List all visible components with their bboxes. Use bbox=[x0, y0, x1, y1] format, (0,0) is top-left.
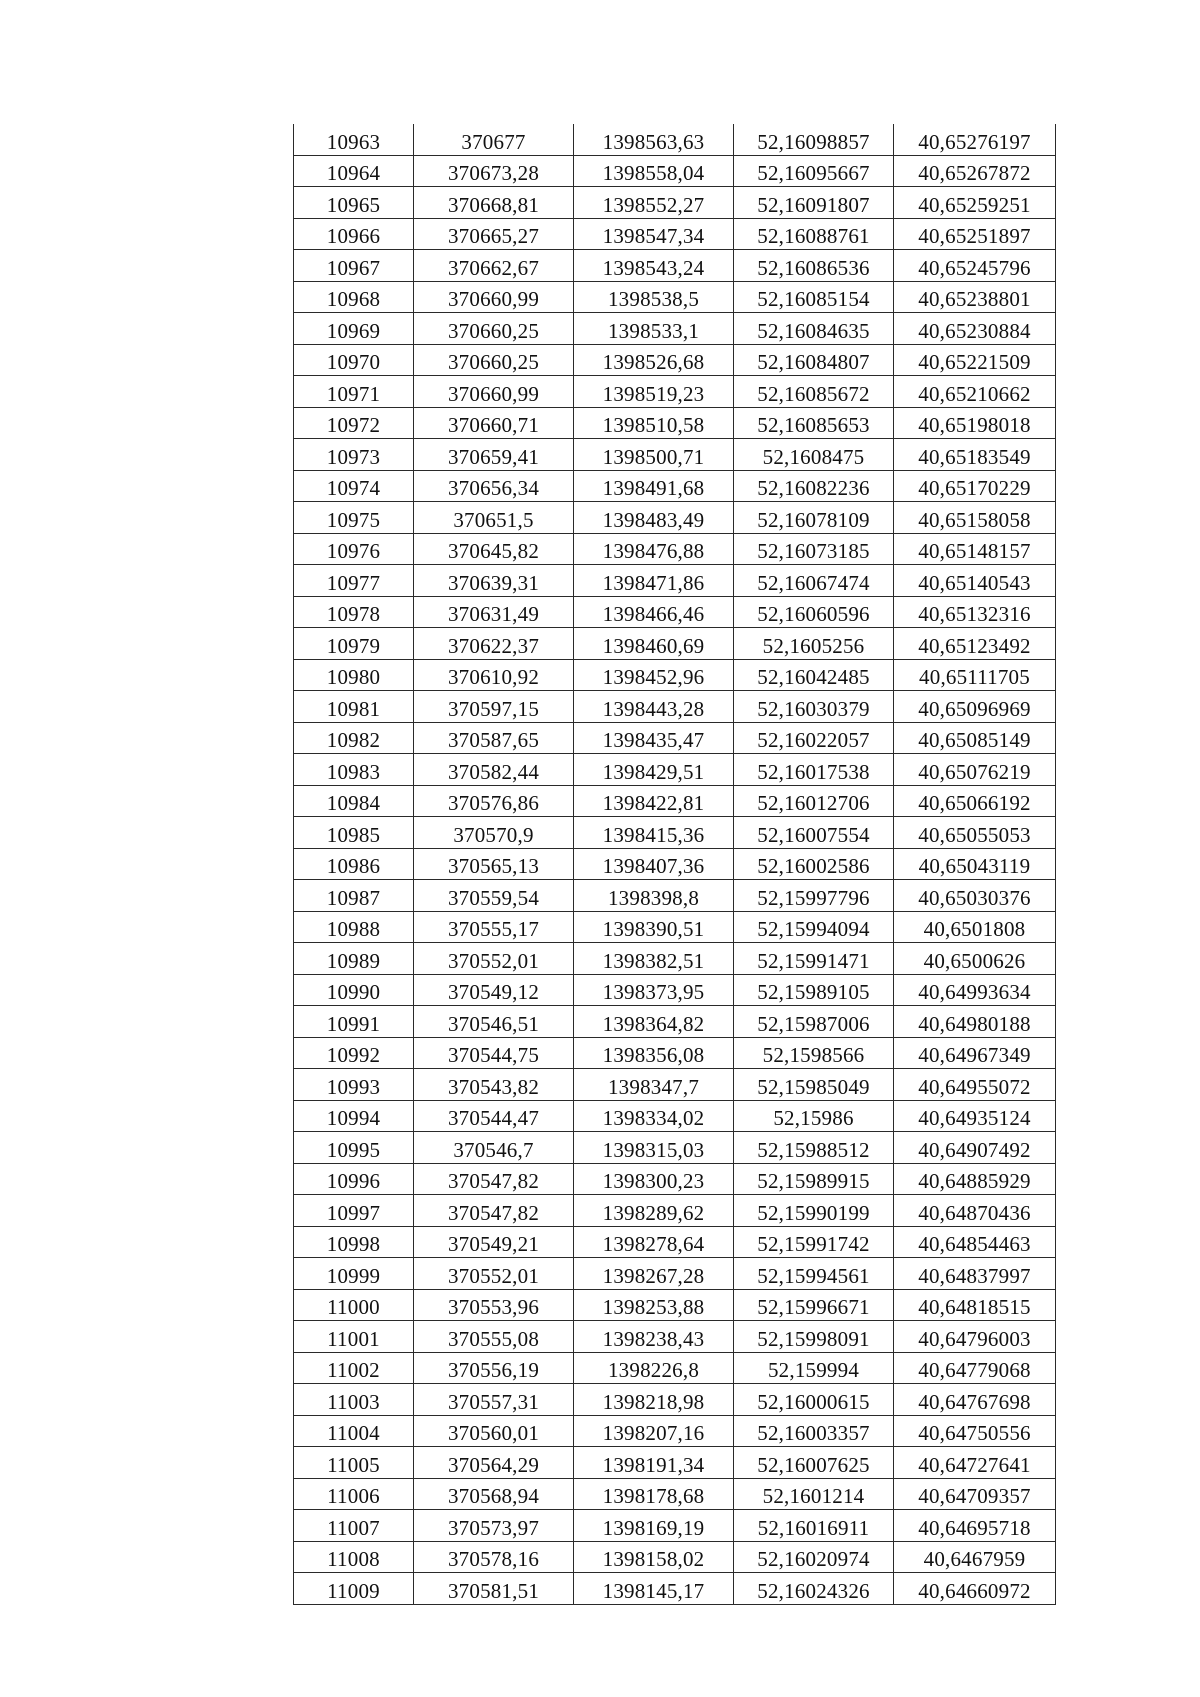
table-row bbox=[294, 250, 1056, 282]
table-row bbox=[294, 817, 1056, 849]
longitude-cell: 40,64907492 bbox=[894, 1132, 1056, 1164]
point-number-cell: 11009 bbox=[294, 1573, 414, 1605]
latitude-cell: 52,15988512 bbox=[734, 1132, 894, 1164]
table-row bbox=[294, 628, 1056, 660]
x-coordinate-cell: 370668,81 bbox=[414, 187, 574, 219]
latitude-cell: 52,16030379 bbox=[734, 691, 894, 723]
point-number-cell: 10984 bbox=[294, 785, 414, 817]
point-number-cell: 10980 bbox=[294, 659, 414, 691]
latitude-cell: 52,16082236 bbox=[734, 470, 894, 502]
longitude-cell: 40,65158058 bbox=[894, 502, 1056, 534]
x-coordinate-cell: 370549,12 bbox=[414, 974, 574, 1006]
table-row bbox=[294, 659, 1056, 691]
table-row bbox=[294, 1321, 1056, 1353]
latitude-cell: 52,16088761 bbox=[734, 218, 894, 250]
coordinate-table bbox=[293, 124, 1056, 1605]
latitude-cell: 52,1598566 bbox=[734, 1037, 894, 1069]
y-coordinate-cell: 1398500,71 bbox=[574, 439, 734, 471]
y-coordinate-cell: 1398347,7 bbox=[574, 1069, 734, 1101]
longitude-cell: 40,64750556 bbox=[894, 1415, 1056, 1447]
table-row bbox=[294, 596, 1056, 628]
y-coordinate-cell: 1398429,51 bbox=[574, 754, 734, 786]
y-coordinate-cell: 1398267,28 bbox=[574, 1258, 734, 1290]
table-row bbox=[294, 1100, 1056, 1132]
latitude-cell: 52,16003357 bbox=[734, 1415, 894, 1447]
x-coordinate-cell: 370544,75 bbox=[414, 1037, 574, 1069]
longitude-cell: 40,65140543 bbox=[894, 565, 1056, 597]
latitude-cell: 52,15994094 bbox=[734, 911, 894, 943]
point-number-cell: 10965 bbox=[294, 187, 414, 219]
longitude-cell: 40,64967349 bbox=[894, 1037, 1056, 1069]
latitude-cell: 52,16098857 bbox=[734, 124, 894, 155]
table-body bbox=[294, 124, 1056, 1604]
table-row bbox=[294, 313, 1056, 345]
longitude-cell: 40,65085149 bbox=[894, 722, 1056, 754]
latitude-cell: 52,16002586 bbox=[734, 848, 894, 880]
y-coordinate-cell: 1398422,81 bbox=[574, 785, 734, 817]
point-number-cell: 11006 bbox=[294, 1478, 414, 1510]
y-coordinate-cell: 1398483,49 bbox=[574, 502, 734, 534]
latitude-cell: 52,16022057 bbox=[734, 722, 894, 754]
latitude-cell: 52,16084807 bbox=[734, 344, 894, 376]
table-row bbox=[294, 470, 1056, 502]
point-number-cell: 10989 bbox=[294, 943, 414, 975]
point-number-cell: 10973 bbox=[294, 439, 414, 471]
x-coordinate-cell: 370622,37 bbox=[414, 628, 574, 660]
table-row bbox=[294, 1226, 1056, 1258]
x-coordinate-cell: 370578,16 bbox=[414, 1541, 574, 1573]
x-coordinate-cell: 370597,15 bbox=[414, 691, 574, 723]
point-number-cell: 10985 bbox=[294, 817, 414, 849]
latitude-cell: 52,15994561 bbox=[734, 1258, 894, 1290]
table-row bbox=[294, 407, 1056, 439]
y-coordinate-cell: 1398169,19 bbox=[574, 1510, 734, 1542]
x-coordinate-cell: 370565,13 bbox=[414, 848, 574, 880]
x-coordinate-cell: 370673,28 bbox=[414, 155, 574, 187]
table-row bbox=[294, 1447, 1056, 1479]
x-coordinate-cell: 370651,5 bbox=[414, 502, 574, 534]
longitude-cell: 40,65230884 bbox=[894, 313, 1056, 345]
latitude-cell: 52,16073185 bbox=[734, 533, 894, 565]
y-coordinate-cell: 1398552,27 bbox=[574, 187, 734, 219]
x-coordinate-cell: 370546,51 bbox=[414, 1006, 574, 1038]
point-number-cell: 11003 bbox=[294, 1384, 414, 1416]
point-number-cell: 10983 bbox=[294, 754, 414, 786]
longitude-cell: 40,64993634 bbox=[894, 974, 1056, 1006]
x-coordinate-cell: 370576,86 bbox=[414, 785, 574, 817]
point-number-cell: 10968 bbox=[294, 281, 414, 313]
x-coordinate-cell: 370660,71 bbox=[414, 407, 574, 439]
x-coordinate-cell: 370587,65 bbox=[414, 722, 574, 754]
table-row bbox=[294, 1541, 1056, 1573]
longitude-cell: 40,64660972 bbox=[894, 1573, 1056, 1605]
longitude-cell: 40,64767698 bbox=[894, 1384, 1056, 1416]
table-row bbox=[294, 691, 1056, 723]
x-coordinate-cell: 370549,21 bbox=[414, 1226, 574, 1258]
y-coordinate-cell: 1398289,62 bbox=[574, 1195, 734, 1227]
longitude-cell: 40,65245796 bbox=[894, 250, 1056, 282]
table-row bbox=[294, 943, 1056, 975]
table-row bbox=[294, 1163, 1056, 1195]
point-number-cell: 10964 bbox=[294, 155, 414, 187]
table-row bbox=[294, 1478, 1056, 1510]
x-coordinate-cell: 370660,99 bbox=[414, 281, 574, 313]
y-coordinate-cell: 1398460,69 bbox=[574, 628, 734, 660]
x-coordinate-cell: 370660,25 bbox=[414, 313, 574, 345]
longitude-cell: 40,65148157 bbox=[894, 533, 1056, 565]
longitude-cell: 40,64854463 bbox=[894, 1226, 1056, 1258]
longitude-cell: 40,65259251 bbox=[894, 187, 1056, 219]
y-coordinate-cell: 1398543,24 bbox=[574, 250, 734, 282]
x-coordinate-cell: 370543,82 bbox=[414, 1069, 574, 1101]
latitude-cell: 52,15991471 bbox=[734, 943, 894, 975]
x-coordinate-cell: 370660,99 bbox=[414, 376, 574, 408]
point-number-cell: 10986 bbox=[294, 848, 414, 880]
latitude-cell: 52,15986 bbox=[734, 1100, 894, 1132]
latitude-cell: 52,15990199 bbox=[734, 1195, 894, 1227]
x-coordinate-cell: 370552,01 bbox=[414, 943, 574, 975]
y-coordinate-cell: 1398407,36 bbox=[574, 848, 734, 880]
y-coordinate-cell: 1398519,23 bbox=[574, 376, 734, 408]
point-number-cell: 10979 bbox=[294, 628, 414, 660]
y-coordinate-cell: 1398178,68 bbox=[574, 1478, 734, 1510]
y-coordinate-cell: 1398145,17 bbox=[574, 1573, 734, 1605]
latitude-cell: 52,16085672 bbox=[734, 376, 894, 408]
longitude-cell: 40,65183549 bbox=[894, 439, 1056, 471]
table-row bbox=[294, 880, 1056, 912]
point-number-cell: 10978 bbox=[294, 596, 414, 628]
table-row bbox=[294, 974, 1056, 1006]
x-coordinate-cell: 370560,01 bbox=[414, 1415, 574, 1447]
y-coordinate-cell: 1398547,34 bbox=[574, 218, 734, 250]
longitude-cell: 40,64935124 bbox=[894, 1100, 1056, 1132]
x-coordinate-cell: 370557,31 bbox=[414, 1384, 574, 1416]
table-row bbox=[294, 439, 1056, 471]
longitude-cell: 40,65096969 bbox=[894, 691, 1056, 723]
point-number-cell: 10993 bbox=[294, 1069, 414, 1101]
longitude-cell: 40,65066192 bbox=[894, 785, 1056, 817]
latitude-cell: 52,16085154 bbox=[734, 281, 894, 313]
point-number-cell: 10996 bbox=[294, 1163, 414, 1195]
x-coordinate-cell: 370556,19 bbox=[414, 1352, 574, 1384]
x-coordinate-cell: 370544,47 bbox=[414, 1100, 574, 1132]
y-coordinate-cell: 1398563,63 bbox=[574, 124, 734, 155]
point-number-cell: 11008 bbox=[294, 1541, 414, 1573]
point-number-cell: 10995 bbox=[294, 1132, 414, 1164]
longitude-cell: 40,64727641 bbox=[894, 1447, 1056, 1479]
longitude-cell: 40,65055053 bbox=[894, 817, 1056, 849]
point-number-cell: 10981 bbox=[294, 691, 414, 723]
table-row bbox=[294, 785, 1056, 817]
longitude-cell: 40,64837997 bbox=[894, 1258, 1056, 1290]
point-number-cell: 11007 bbox=[294, 1510, 414, 1542]
x-coordinate-cell: 370555,17 bbox=[414, 911, 574, 943]
longitude-cell: 40,65132316 bbox=[894, 596, 1056, 628]
x-coordinate-cell: 370582,44 bbox=[414, 754, 574, 786]
table-row bbox=[294, 281, 1056, 313]
point-number-cell: 10971 bbox=[294, 376, 414, 408]
x-coordinate-cell: 370581,51 bbox=[414, 1573, 574, 1605]
y-coordinate-cell: 1398334,02 bbox=[574, 1100, 734, 1132]
table-row bbox=[294, 187, 1056, 219]
longitude-cell: 40,65123492 bbox=[894, 628, 1056, 660]
table-row bbox=[294, 565, 1056, 597]
table-row bbox=[294, 1573, 1056, 1605]
point-number-cell: 10999 bbox=[294, 1258, 414, 1290]
x-coordinate-cell: 370677 bbox=[414, 124, 574, 155]
point-number-cell: 10972 bbox=[294, 407, 414, 439]
latitude-cell: 52,16016911 bbox=[734, 1510, 894, 1542]
point-number-cell: 10969 bbox=[294, 313, 414, 345]
latitude-cell: 52,16012706 bbox=[734, 785, 894, 817]
table-row bbox=[294, 722, 1056, 754]
point-number-cell: 10974 bbox=[294, 470, 414, 502]
latitude-cell: 52,16060596 bbox=[734, 596, 894, 628]
latitude-cell: 52,16084635 bbox=[734, 313, 894, 345]
y-coordinate-cell: 1398300,23 bbox=[574, 1163, 734, 1195]
y-coordinate-cell: 1398435,47 bbox=[574, 722, 734, 754]
table-row bbox=[294, 1069, 1056, 1101]
longitude-cell: 40,64695718 bbox=[894, 1510, 1056, 1542]
x-coordinate-cell: 370570,9 bbox=[414, 817, 574, 849]
longitude-cell: 40,64870436 bbox=[894, 1195, 1056, 1227]
table-row bbox=[294, 218, 1056, 250]
y-coordinate-cell: 1398558,04 bbox=[574, 155, 734, 187]
longitude-cell: 40,64980188 bbox=[894, 1006, 1056, 1038]
longitude-cell: 40,65043119 bbox=[894, 848, 1056, 880]
latitude-cell: 52,15996671 bbox=[734, 1289, 894, 1321]
x-coordinate-cell: 370631,49 bbox=[414, 596, 574, 628]
point-number-cell: 10988 bbox=[294, 911, 414, 943]
y-coordinate-cell: 1398207,16 bbox=[574, 1415, 734, 1447]
coordinate-table-page bbox=[293, 124, 1055, 1605]
table-row bbox=[294, 1195, 1056, 1227]
table-row bbox=[294, 533, 1056, 565]
x-coordinate-cell: 370559,54 bbox=[414, 880, 574, 912]
point-number-cell: 10966 bbox=[294, 218, 414, 250]
latitude-cell: 52,1601214 bbox=[734, 1478, 894, 1510]
x-coordinate-cell: 370546,7 bbox=[414, 1132, 574, 1164]
point-number-cell: 11002 bbox=[294, 1352, 414, 1384]
longitude-cell: 40,65238801 bbox=[894, 281, 1056, 313]
x-coordinate-cell: 370564,29 bbox=[414, 1447, 574, 1479]
x-coordinate-cell: 370656,34 bbox=[414, 470, 574, 502]
latitude-cell: 52,16007625 bbox=[734, 1447, 894, 1479]
longitude-cell: 40,6501808 bbox=[894, 911, 1056, 943]
latitude-cell: 52,15998091 bbox=[734, 1321, 894, 1353]
longitude-cell: 40,65210662 bbox=[894, 376, 1056, 408]
y-coordinate-cell: 1398415,36 bbox=[574, 817, 734, 849]
x-coordinate-cell: 370547,82 bbox=[414, 1163, 574, 1195]
x-coordinate-cell: 370573,97 bbox=[414, 1510, 574, 1542]
point-number-cell: 10994 bbox=[294, 1100, 414, 1132]
point-number-cell: 10967 bbox=[294, 250, 414, 282]
latitude-cell: 52,15987006 bbox=[734, 1006, 894, 1038]
longitude-cell: 40,64779068 bbox=[894, 1352, 1056, 1384]
latitude-cell: 52,16000615 bbox=[734, 1384, 894, 1416]
y-coordinate-cell: 1398398,8 bbox=[574, 880, 734, 912]
point-number-cell: 10963 bbox=[294, 124, 414, 155]
y-coordinate-cell: 1398218,98 bbox=[574, 1384, 734, 1416]
longitude-cell: 40,65198018 bbox=[894, 407, 1056, 439]
point-number-cell: 11000 bbox=[294, 1289, 414, 1321]
point-number-cell: 10975 bbox=[294, 502, 414, 534]
longitude-cell: 40,65111705 bbox=[894, 659, 1056, 691]
table-row bbox=[294, 1384, 1056, 1416]
y-coordinate-cell: 1398466,46 bbox=[574, 596, 734, 628]
point-number-cell: 10998 bbox=[294, 1226, 414, 1258]
longitude-cell: 40,64709357 bbox=[894, 1478, 1056, 1510]
table-row bbox=[294, 1037, 1056, 1069]
x-coordinate-cell: 370555,08 bbox=[414, 1321, 574, 1353]
y-coordinate-cell: 1398452,96 bbox=[574, 659, 734, 691]
table-row bbox=[294, 911, 1056, 943]
point-number-cell: 10997 bbox=[294, 1195, 414, 1227]
point-number-cell: 11005 bbox=[294, 1447, 414, 1479]
table-row bbox=[294, 754, 1056, 786]
x-coordinate-cell: 370665,27 bbox=[414, 218, 574, 250]
x-coordinate-cell: 370552,01 bbox=[414, 1258, 574, 1290]
point-number-cell: 10982 bbox=[294, 722, 414, 754]
longitude-cell: 40,6500626 bbox=[894, 943, 1056, 975]
latitude-cell: 52,16017538 bbox=[734, 754, 894, 786]
point-number-cell: 10990 bbox=[294, 974, 414, 1006]
latitude-cell: 52,16086536 bbox=[734, 250, 894, 282]
latitude-cell: 52,15991742 bbox=[734, 1226, 894, 1258]
x-coordinate-cell: 370659,41 bbox=[414, 439, 574, 471]
y-coordinate-cell: 1398476,88 bbox=[574, 533, 734, 565]
longitude-cell: 40,64955072 bbox=[894, 1069, 1056, 1101]
point-number-cell: 11004 bbox=[294, 1415, 414, 1447]
latitude-cell: 52,16067474 bbox=[734, 565, 894, 597]
latitude-cell: 52,15985049 bbox=[734, 1069, 894, 1101]
table-row bbox=[294, 1006, 1056, 1038]
table-row bbox=[294, 1289, 1056, 1321]
x-coordinate-cell: 370553,96 bbox=[414, 1289, 574, 1321]
latitude-cell: 52,1608475 bbox=[734, 439, 894, 471]
x-coordinate-cell: 370639,31 bbox=[414, 565, 574, 597]
table-row bbox=[294, 1258, 1056, 1290]
y-coordinate-cell: 1398158,02 bbox=[574, 1541, 734, 1573]
x-coordinate-cell: 370547,82 bbox=[414, 1195, 574, 1227]
x-coordinate-cell: 370568,94 bbox=[414, 1478, 574, 1510]
table-row bbox=[294, 1415, 1056, 1447]
latitude-cell: 52,15989915 bbox=[734, 1163, 894, 1195]
y-coordinate-cell: 1398226,8 bbox=[574, 1352, 734, 1384]
x-coordinate-cell: 370610,92 bbox=[414, 659, 574, 691]
latitude-cell: 52,16095667 bbox=[734, 155, 894, 187]
x-coordinate-cell: 370645,82 bbox=[414, 533, 574, 565]
x-coordinate-cell: 370662,67 bbox=[414, 250, 574, 282]
latitude-cell: 52,16042485 bbox=[734, 659, 894, 691]
y-coordinate-cell: 1398253,88 bbox=[574, 1289, 734, 1321]
longitude-cell: 40,65267872 bbox=[894, 155, 1056, 187]
longitude-cell: 40,64818515 bbox=[894, 1289, 1056, 1321]
point-number-cell: 10987 bbox=[294, 880, 414, 912]
x-coordinate-cell: 370660,25 bbox=[414, 344, 574, 376]
table-row bbox=[294, 1132, 1056, 1164]
y-coordinate-cell: 1398491,68 bbox=[574, 470, 734, 502]
point-number-cell: 10992 bbox=[294, 1037, 414, 1069]
latitude-cell: 52,16024326 bbox=[734, 1573, 894, 1605]
y-coordinate-cell: 1398278,64 bbox=[574, 1226, 734, 1258]
table-row bbox=[294, 1352, 1056, 1384]
longitude-cell: 40,65076219 bbox=[894, 754, 1056, 786]
y-coordinate-cell: 1398510,58 bbox=[574, 407, 734, 439]
table-row bbox=[294, 124, 1056, 155]
y-coordinate-cell: 1398364,82 bbox=[574, 1006, 734, 1038]
longitude-cell: 40,65030376 bbox=[894, 880, 1056, 912]
table-row bbox=[294, 1510, 1056, 1542]
y-coordinate-cell: 1398471,86 bbox=[574, 565, 734, 597]
y-coordinate-cell: 1398533,1 bbox=[574, 313, 734, 345]
longitude-cell: 40,6467959 bbox=[894, 1541, 1056, 1573]
longitude-cell: 40,65251897 bbox=[894, 218, 1056, 250]
table-row bbox=[294, 848, 1056, 880]
longitude-cell: 40,65276197 bbox=[894, 124, 1056, 155]
latitude-cell: 52,16091807 bbox=[734, 187, 894, 219]
y-coordinate-cell: 1398526,68 bbox=[574, 344, 734, 376]
y-coordinate-cell: 1398191,34 bbox=[574, 1447, 734, 1479]
point-number-cell: 10977 bbox=[294, 565, 414, 597]
y-coordinate-cell: 1398382,51 bbox=[574, 943, 734, 975]
point-number-cell: 10970 bbox=[294, 344, 414, 376]
table-row bbox=[294, 155, 1056, 187]
longitude-cell: 40,65170229 bbox=[894, 470, 1056, 502]
y-coordinate-cell: 1398238,43 bbox=[574, 1321, 734, 1353]
latitude-cell: 52,16020974 bbox=[734, 1541, 894, 1573]
y-coordinate-cell: 1398538,5 bbox=[574, 281, 734, 313]
latitude-cell: 52,16007554 bbox=[734, 817, 894, 849]
latitude-cell: 52,15989105 bbox=[734, 974, 894, 1006]
point-number-cell: 11001 bbox=[294, 1321, 414, 1353]
latitude-cell: 52,16078109 bbox=[734, 502, 894, 534]
longitude-cell: 40,65221509 bbox=[894, 344, 1056, 376]
y-coordinate-cell: 1398373,95 bbox=[574, 974, 734, 1006]
y-coordinate-cell: 1398390,51 bbox=[574, 911, 734, 943]
table-row bbox=[294, 376, 1056, 408]
latitude-cell: 52,15997796 bbox=[734, 880, 894, 912]
latitude-cell: 52,159994 bbox=[734, 1352, 894, 1384]
latitude-cell: 52,1605256 bbox=[734, 628, 894, 660]
point-number-cell: 10991 bbox=[294, 1006, 414, 1038]
longitude-cell: 40,64796003 bbox=[894, 1321, 1056, 1353]
latitude-cell: 52,16085653 bbox=[734, 407, 894, 439]
table-row bbox=[294, 502, 1056, 534]
y-coordinate-cell: 1398443,28 bbox=[574, 691, 734, 723]
table-row bbox=[294, 344, 1056, 376]
point-number-cell: 10976 bbox=[294, 533, 414, 565]
y-coordinate-cell: 1398356,08 bbox=[574, 1037, 734, 1069]
y-coordinate-cell: 1398315,03 bbox=[574, 1132, 734, 1164]
longitude-cell: 40,64885929 bbox=[894, 1163, 1056, 1195]
